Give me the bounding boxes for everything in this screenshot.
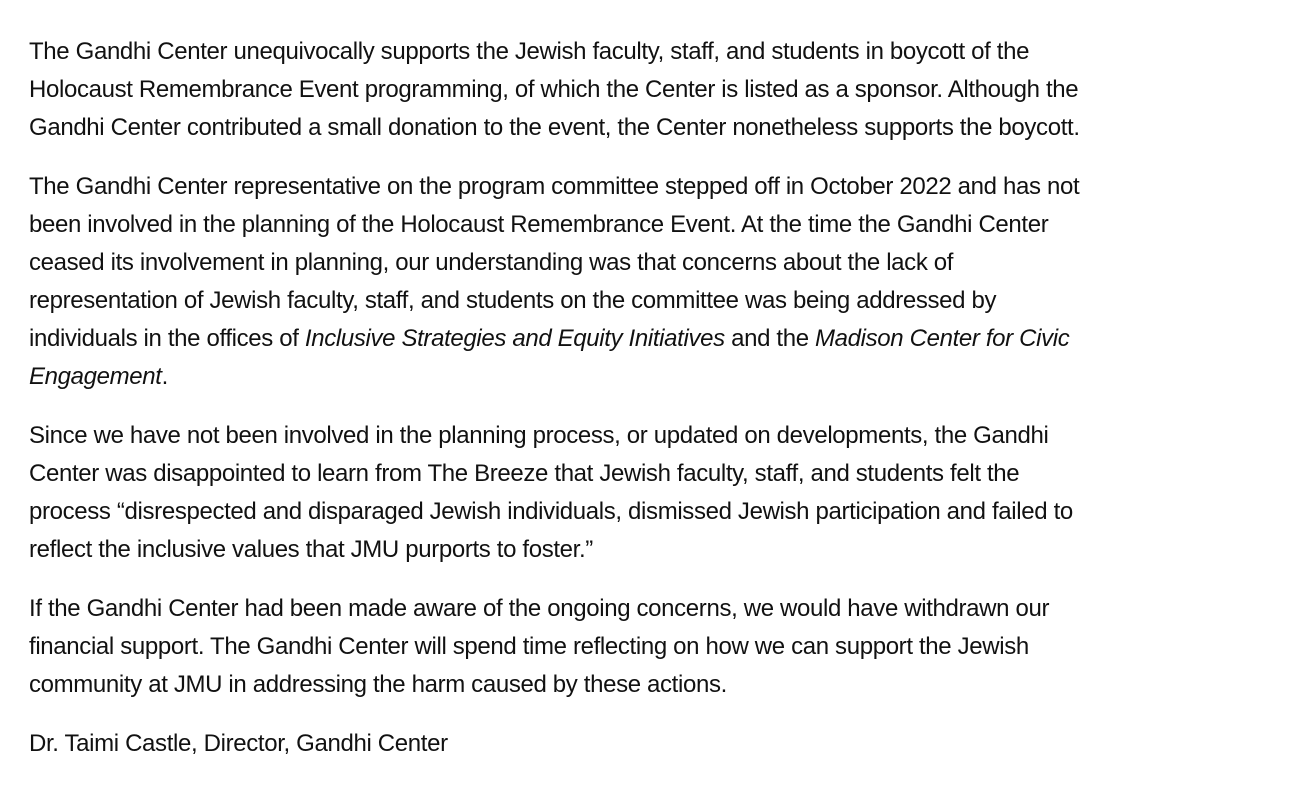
text-line: Since we have not been involved in the planning process, or updated on developments, the Gandhi bbox=[29, 422, 1049, 449]
text-line bbox=[29, 320, 1269, 358]
paragraph-breeze-report bbox=[29, 417, 1269, 569]
text-line: Holocaust Remembrance Event programming, of which the Center is listed as a sponsor. Although the bbox=[29, 76, 1079, 103]
text-line: reflect the inclusive values that JMU purports to foster.” bbox=[29, 536, 593, 563]
text-run: . bbox=[161, 363, 168, 390]
text-line: process “disrespected and disparaged Jewish individuals, dismissed Jewish participation and failed to bbox=[29, 498, 1073, 525]
text-line: The Gandhi Center representative on the program committee stepped off in October 2022 and has not bbox=[29, 173, 1080, 200]
text-line: The Gandhi Center unequivocally supports the Jewish faculty, staff, and students in boycott of the bbox=[29, 38, 1030, 65]
text-line: If the Gandhi Center had been made aware of the ongoing concerns, we would have withdrawn our bbox=[29, 595, 1050, 622]
office-name-inclusive-strategies: Inclusive Strategies and Equity Initiatives bbox=[304, 325, 725, 352]
office-name-madison-center-cont: Engagement bbox=[29, 363, 162, 390]
paragraph-committee-history bbox=[29, 168, 1269, 396]
text-run: individuals in the offices of bbox=[29, 325, 305, 352]
paragraph-withdrawal bbox=[29, 590, 1269, 704]
text-line: financial support. The Gandhi Center will spend time reflecting on how we can support the Jewish bbox=[29, 633, 1029, 660]
text-line: ceased its involvement in planning, our understanding was that concerns about the lack of bbox=[29, 249, 954, 276]
text-run: and the bbox=[724, 325, 816, 352]
text-line bbox=[29, 358, 1269, 396]
office-name-madison-center: Madison Center for Civic bbox=[815, 325, 1070, 352]
text-line: been involved in the planning of the Holocaust Remembrance Event. At the time the Gandhi Center bbox=[29, 211, 1049, 238]
text-line: representation of Jewish faculty, staff, and students on the committee was being addressed by bbox=[29, 287, 997, 314]
text-line: Gandhi Center contributed a small donation to the event, the Center nonetheless supports the boycott. bbox=[29, 114, 1080, 141]
document-body bbox=[29, 33, 1269, 784]
text-line: community at JMU in addressing the harm caused by these actions. bbox=[29, 671, 727, 698]
signature-line: Dr. Taimi Castle, Director, Gandhi Center bbox=[29, 730, 448, 757]
text-line: Center was disappointed to learn from The Breeze that Jewish faculty, staff, and students felt the bbox=[29, 460, 1020, 487]
paragraph-boycott-support bbox=[29, 33, 1269, 147]
signature bbox=[29, 725, 1269, 763]
